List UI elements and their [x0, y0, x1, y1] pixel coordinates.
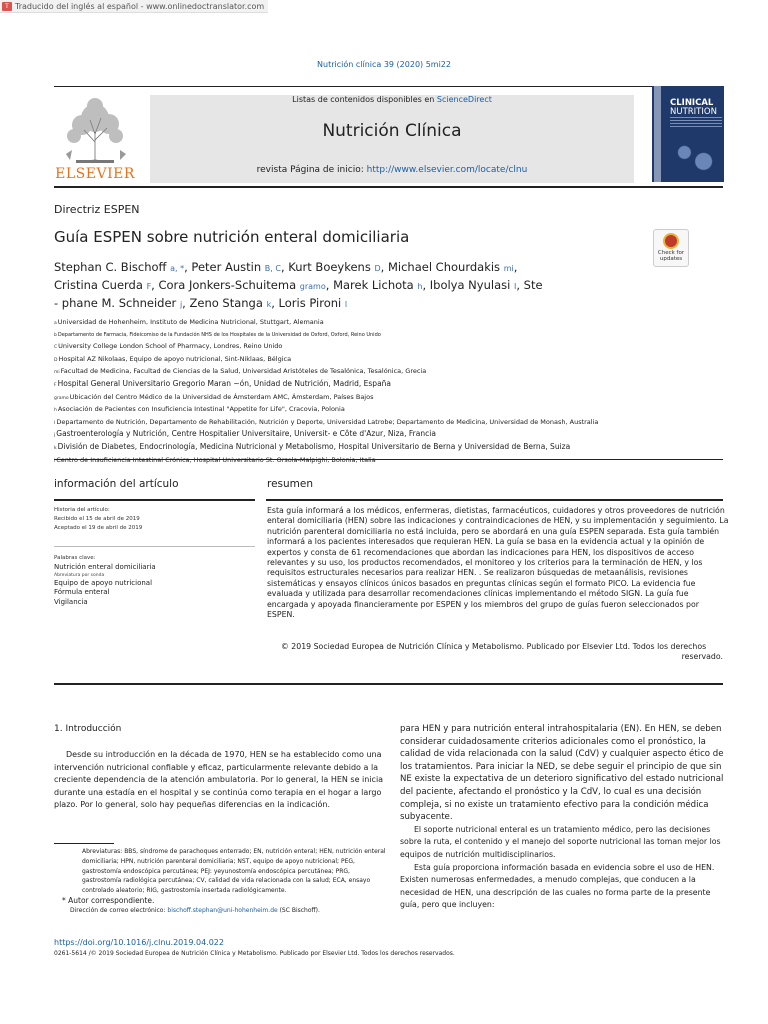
intro-paragraph: El soporte nutricional enteral es un tratamiento médico, pero las decisiones sobre la ruta, el contenido y el manejo del soporte nutricional las toman mejor los equipos de nutrición multidisciplinarios. — [400, 824, 721, 859]
received-date: Recibido el 15 de abril de 2019 — [54, 516, 140, 522]
affiliation: kDivisión de Diabetes, Endocrinología, Medicina Nutricional y Metabolismo, Hospital Universitario de Berna y Universidad de Berna, Suiza — [54, 441, 571, 451]
cover-stripe — [654, 86, 661, 182]
author[interactable]: Ste — [523, 278, 543, 292]
journal-reference[interactable]: Nutrición clínica 39 (2020) 5mi22 — [317, 60, 451, 69]
email-link[interactable]: bischoff.stephan@uni-hohenheim.de — [167, 906, 278, 914]
footnotes — [54, 847, 389, 916]
affiliations-rule — [54, 459, 723, 460]
affiliation: jGastroenterología y Nutrición, Centre Hospitalier Universitaire, Universit- e Côte d'Azur, Niza, Francia — [54, 429, 436, 439]
cover-title-1: CLINICAL — [670, 98, 714, 108]
abstract-heading: resumen — [267, 478, 314, 490]
keywords-label: Palabras clave: — [54, 555, 96, 561]
affiliation: IDepartamento de Nutrición, Departamento de Rehabilitación, Nutrición y Deporte, Universidad Latrobe; Departamento de Medicina, Universidad de Monash, Australia — [54, 417, 599, 426]
article-title: Guía ESPEN sobre nutrición enteral domiciliaria — [54, 228, 410, 246]
article-info-rule — [54, 499, 255, 501]
article-info-heading: información del artículo — [54, 478, 179, 490]
author[interactable]: Michael Chourdakis mi, — [387, 260, 518, 274]
abstract-bottom-rule — [54, 683, 723, 685]
affiliation: hAsociación de Pacientes con Insuficiencia Intestinal "Appetite for Life", Cracovia, Polonia — [54, 405, 345, 414]
sciencedirect-link[interactable]: ScienceDirect — [436, 95, 492, 104]
abstract-rule — [266, 499, 723, 501]
author[interactable]: Cora Jonkers-Schuitema gramo, — [158, 278, 334, 292]
journal-homepage-line: revista Página de inicio: http://www.elsevier.com/locate/clnu — [256, 165, 528, 175]
author[interactable]: Marek Lichota h, — [333, 278, 430, 292]
intro-paragraph: para HEN y para nutrición enteral intrahospitalaria (EN). En HEN, se deben considerar cuidadosamente criterios adicionales como el pronóstico, la calidad de vida relacionada con la salud (CdV) y cualquier aspecto ético de los tratamientos. Para iniciar la NED, se debe seguir el principio de que sin NE existe la expectativa de un deterioro significativo del estado nutricional del paciente, afectando el pronóstico y la CdV, lo cual es una decisión compleja, si no existe un tratamiento efectivo para la condición médica subyacente. — [400, 724, 724, 823]
translator-text[interactable]: Traducido del inglés al español - www.onlinedoctranslator.com — [15, 1, 265, 11]
keyword-list — [54, 563, 254, 607]
author[interactable]: Loris Pironi l — [278, 296, 348, 310]
doi-link[interactable]: https://doi.org/10.1016/j.clnu.2019.04.022 — [54, 938, 224, 947]
author[interactable]: Kurt Boeykens D, — [288, 260, 388, 274]
translator-banner[interactable] — [0, 0, 268, 13]
affiliation: FHospital General Universitario Gregorio Maran ~ón, Unidad de Nutrición, Madrid, España — [54, 378, 392, 388]
article-type: Directriz ESPEN — [54, 203, 140, 216]
intro-right-column — [400, 723, 730, 912]
email-footnote: Dirección de correo electrónico: bischoff.stephan@uni-hohenheim.de (SC Bischoff). — [70, 906, 320, 914]
check-updates-label: Check for updates — [657, 250, 685, 262]
cover-title-2: NUTRITION — [670, 107, 717, 117]
corresponding-author-note: * Autor correspondiente. — [62, 895, 155, 905]
check-for-updates-button[interactable] — [653, 229, 689, 267]
affiliation: aUniversidad de Hohenheim, Instituto de Medicina Nutricional, Stuttgart, Alemania — [54, 318, 324, 326]
article-history — [54, 506, 254, 533]
translator-icon: T — [2, 2, 12, 11]
affiliation: CUniversity College London School of Pharmacy, Londres, Reino Unido — [54, 342, 283, 351]
intro-paragraph: Esta guía proporciona información basada en evidencia sobre el uso de HEN. Existen numerosas enfermedades, a menudo complejas, que conducen a la necesidad de HEN, una descripción de las cuales no forma parte de la presente guía, pero que incluyen: — [400, 862, 715, 910]
issn-copyright-line: 0261-5614 /© 2019 Sociedad Europea de Nutrición Clínica y Metabolismo. Publicado por Elsevier Ltd. Todos los derechos reservados. — [54, 950, 455, 957]
author[interactable]: Stephan C. Bischoff a, *, — [54, 260, 192, 274]
abstract-copyright: © 2019 Sociedad Europea de Nutrición Clínica y Metabolismo. Publicado por Elsevier Ltd. Todos los derechos reservado. — [281, 642, 723, 662]
journal-homepage-link[interactable]: http://www.elsevier.com/locate/clnu — [366, 165, 528, 175]
keyword: Fórmula enteral — [54, 588, 110, 596]
keyword: Equipo de apoyo nutricional — [54, 578, 153, 587]
affiliation: l — [54, 458, 56, 464]
author[interactable]: Peter Austin B, C, — [191, 260, 289, 274]
keyword: Nutrición enteral domiciliaria — [54, 563, 156, 571]
introduction-heading: 1. Introducción — [54, 724, 122, 734]
info-divider — [54, 546, 255, 547]
abbreviations-footnote: Abreviaturas: BBS, síndrome de parachoques enterrado; EN, nutrición enteral; HEN, nutrición enteral domiciliaria; HPN, nutrición parenteral domiciliaria; NST, equipo de apoyo nutricional; PEG, gastrostomía endoscópica percutánea; PEJ: yeyunostomía endoscópica percutánea; PRG, gastrostomía radiológica percutánea; CV, calidad de vida relacionada con la salud; ECA, ensayo controlado aleatorio; RIG, gastrostomía insertada radiológicamente. — [82, 848, 386, 895]
masthead-rule — [54, 186, 723, 188]
abbreviation-note: Abreviatura por sonda — [54, 572, 105, 578]
journal-cover-thumbnail[interactable] — [652, 86, 724, 182]
abstract-text: Esta guía informará a los médicos, enfermeras, dietistas, farmacéuticos, cuidadores y otros proveedores de nutrición enteral domiciliaria (HEN) sobre las indicaciones y contraindicaciones de HEN, y su implementación y seguimiento. La nutrición parenteral domiciliaria no está incluida, pero se abordará en una guía ESPEN separada. Esta guía también informará a los pacientes interesados que requieran HEN. La guía se basa en la evidencia actual y la opinión de expertos y consta de 61 recomendaciones que abordan las indicaciones para HEN, los dispositivos de acceso relevantes y su uso, los productos recomendados, el monitoreo y los criterios para la terminación de HEN, y los requisitos estructurales necesarios para realizar HEN. . Se realizaron búsquedas de metaanálisis, revisiones sistemáticas y ensayos clínicos únicos basados en preguntas clínicas según el formato PICO. La evidencia fue evaluada y utilizada para desarrollar recomendaciones clínicas implementando el método SIGN. La guía fue encargada y apoyada financieramente por ESPEN y los miembros del grupo de guías fueron seleccionados por ESPEN. — [267, 506, 729, 620]
journal-title: Nutrición Clínica — [322, 121, 462, 141]
footnote-rule — [54, 843, 114, 844]
affiliation: miFacultad de Medicina, Facultad de Ciencias de la Salud, Universidad Aristóteles de Tesalónica, Tesalónica, Grecia — [54, 367, 427, 376]
cover-illustration — [670, 138, 718, 174]
author[interactable]: - phane M. Schneider j, — [54, 296, 190, 310]
cover-text-lines — [670, 117, 722, 127]
history-label: Historia del artículo: — [54, 507, 110, 513]
accepted-date: Aceptado el 19 de abril de 2019 — [54, 525, 143, 531]
affiliation: DHospital AZ Nikolaas, Equipo de apoyo nutricional, Sint-Niklaas, Bélgica — [54, 354, 292, 363]
intro-left-column — [54, 749, 384, 812]
keyword: Vigilancia — [54, 597, 88, 606]
affiliation: bDepartamento de Farmacia, Fideicomiso de la Fundación NHS de los Hospitales de la Universidad de Oxford, Oxford, Reino Unido — [54, 331, 381, 338]
top-rule — [54, 86, 723, 87]
author[interactable]: Ibolya Nyulasi I, — [429, 278, 524, 292]
affiliation-list — [54, 317, 744, 467]
affiliation: gramoUbicación del Centro Médico de la Universidad de Ámsterdam AMC, Ámsterdam, Países Bajos — [54, 392, 374, 401]
author[interactable]: Zeno Stanga k, — [189, 296, 279, 310]
author-list — [54, 259, 614, 313]
contents-line: Listas de contenidos disponibles en ScienceDirect — [292, 95, 492, 104]
journal-masthead — [150, 95, 634, 183]
author[interactable]: Cristina Cuerda F, — [54, 278, 159, 292]
intro-paragraph: Desde su introducción en la década de 1970, HEN se ha establecido como una intervención nutricional confiable y eficaz, particularmente relevante debido a la creciente dependencia de la atención ambulatoria. Por lo general, la HEN se inicia durante una estadía en el hospital y se continúa como terapia en el hogar a largo plazo. Por lo general, solo hay pequeñas diferencias en la indicación. — [54, 750, 384, 809]
elsevier-wordmark: ELSEVIER — [55, 166, 135, 182]
check-updates-icon — [663, 233, 679, 249]
